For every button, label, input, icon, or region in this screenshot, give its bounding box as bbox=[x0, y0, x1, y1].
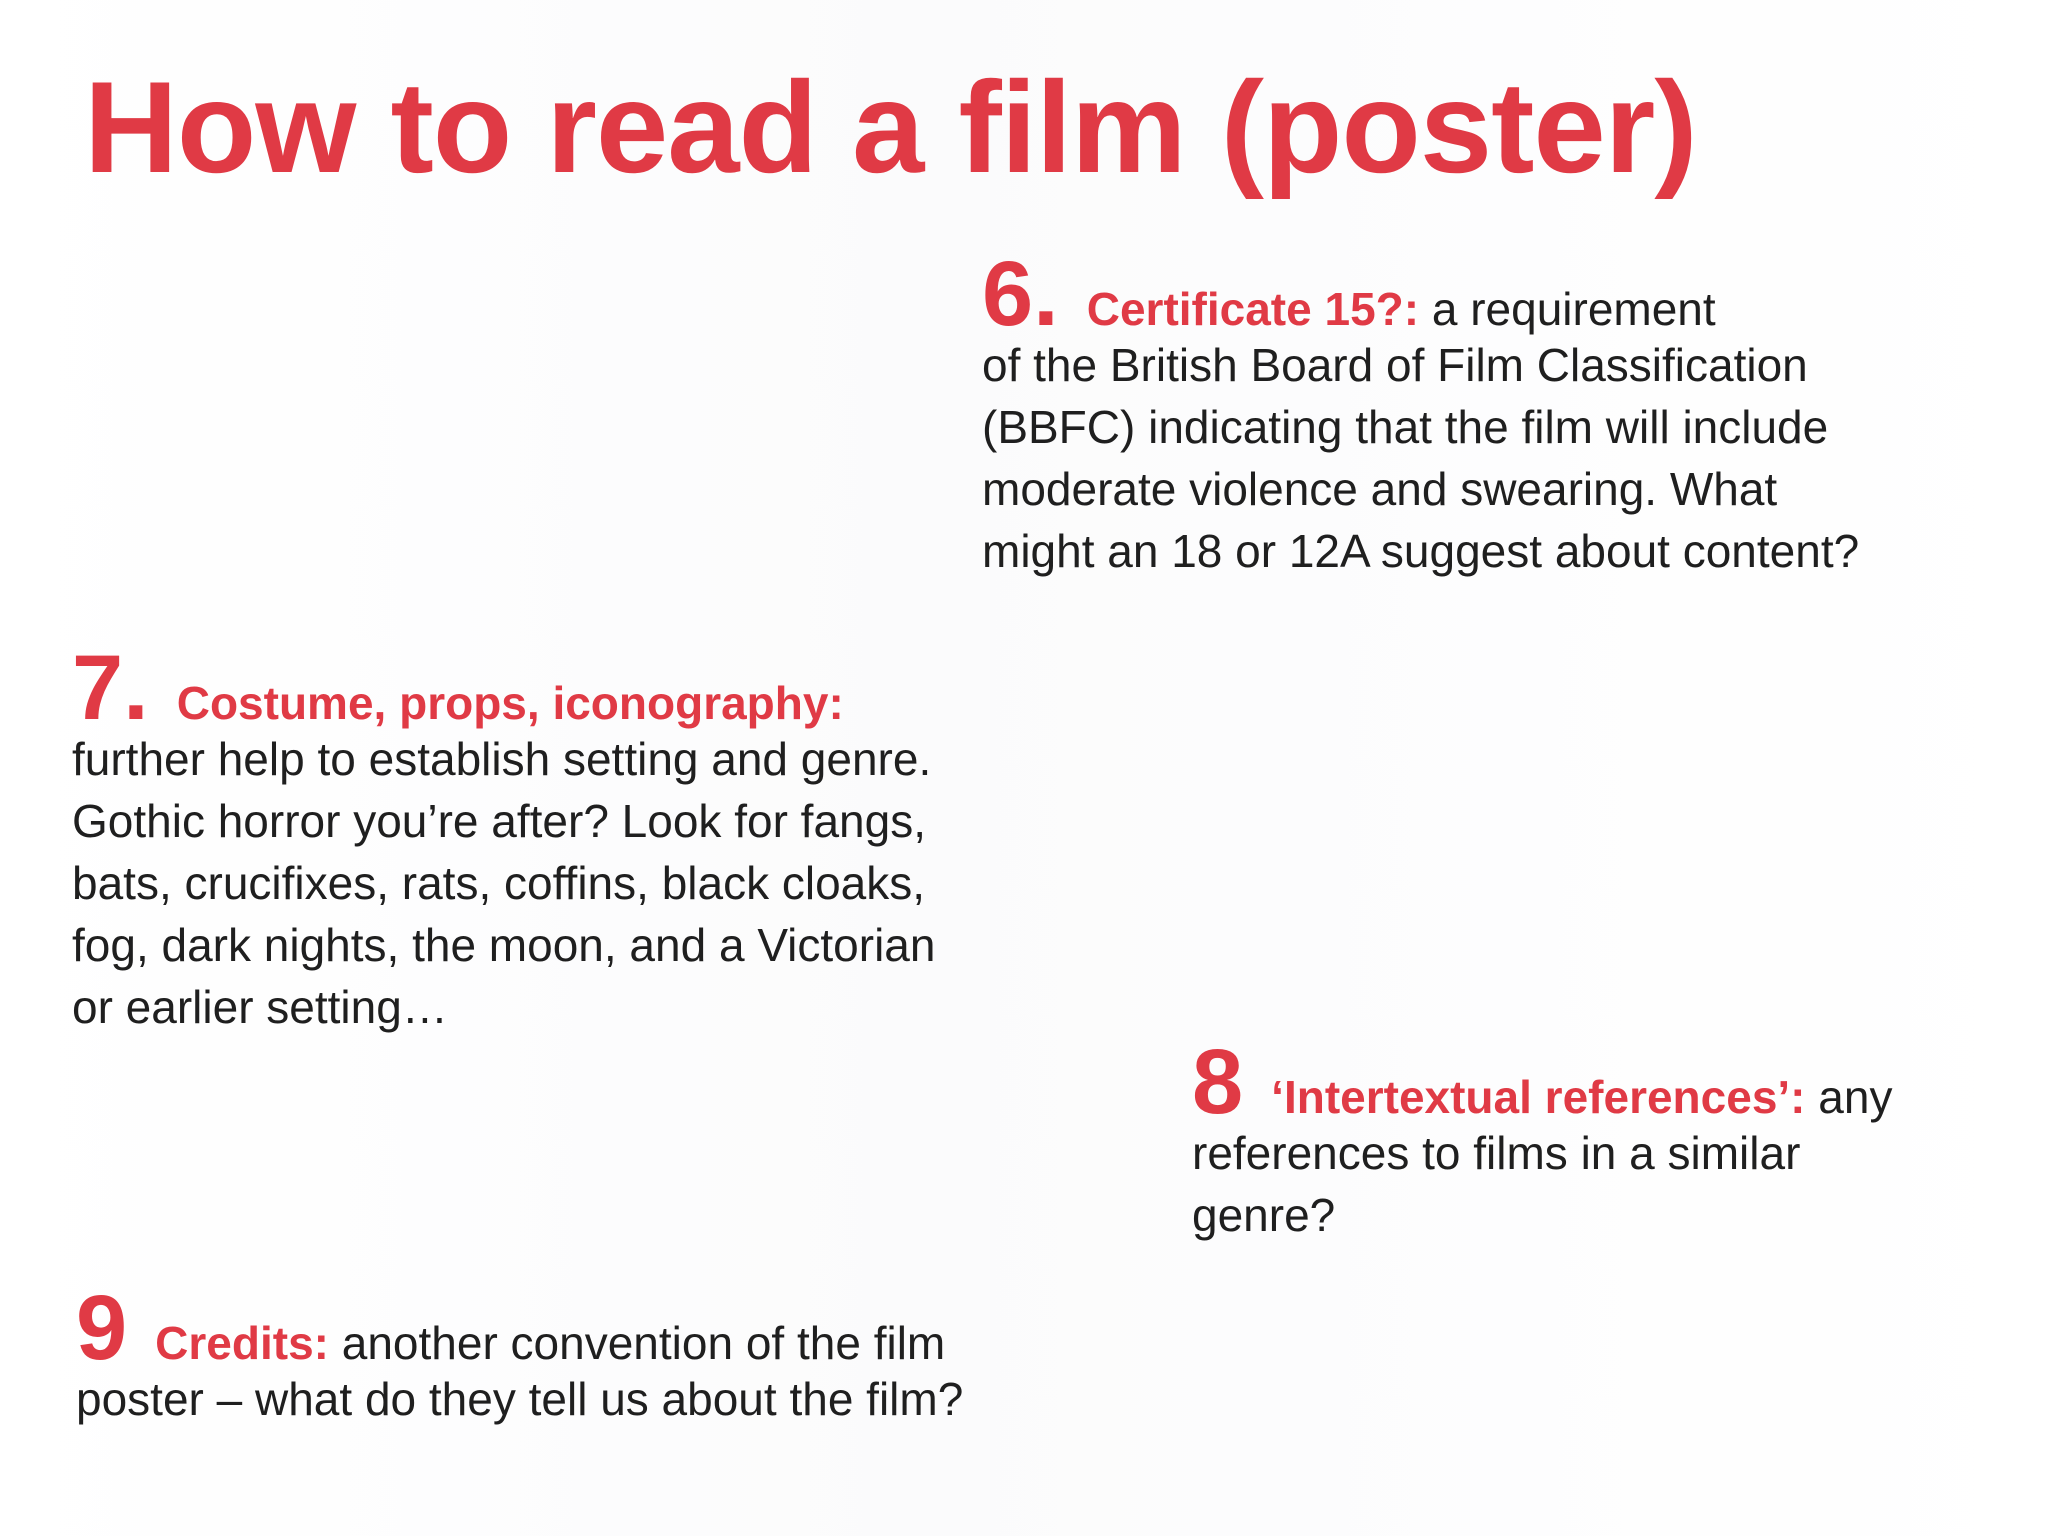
section-number: 8 bbox=[1192, 1031, 1244, 1133]
section-heading: Credits: bbox=[155, 1317, 329, 1369]
section-text-line: references to films in a similar bbox=[1192, 1127, 1801, 1179]
section-first-line-text: another convention of the film bbox=[328, 1317, 946, 1369]
section-heading-line bbox=[72, 637, 935, 739]
section-heading-line bbox=[982, 243, 1859, 345]
section-heading: Certificate 15?: bbox=[1086, 283, 1420, 335]
section-certificate bbox=[982, 243, 1860, 582]
section-text-line: further help to establish setting and genre. bbox=[72, 733, 932, 785]
section-heading-line bbox=[1192, 1031, 1893, 1133]
section-credits bbox=[76, 1277, 964, 1430]
section-text-line: fog, dark nights, the moon, and a Victorian bbox=[72, 919, 936, 971]
section-text-line: (BBFC) indicating that the film will include bbox=[982, 401, 1829, 453]
section-first-line-text: any bbox=[1805, 1071, 1893, 1123]
section-text-line: moderate violence and swearing. What bbox=[982, 463, 1778, 515]
section-first-line-text: a requirement bbox=[1419, 283, 1716, 335]
section-text-line: of the British Board of Film Classification bbox=[982, 339, 1808, 391]
section-heading: ‘Intertextual references’: bbox=[1271, 1071, 1806, 1123]
section-number: 7. bbox=[72, 637, 149, 739]
section-text-line: genre? bbox=[1192, 1189, 1336, 1241]
page-title: How to read a film (poster) bbox=[84, 54, 1697, 200]
section-text-line: Gothic horror you’re after? Look for fangs, bbox=[72, 795, 926, 847]
section-text-line: poster – what do they tell us about the film? bbox=[76, 1373, 964, 1425]
section-heading: Costume, props, iconography: bbox=[176, 677, 844, 729]
section-text-line: or earlier setting… bbox=[72, 981, 448, 1033]
section-heading-line bbox=[76, 1277, 963, 1379]
section-number: 9 bbox=[76, 1277, 128, 1379]
section-text-line: bats, crucifixes, rats, coffins, black cloaks, bbox=[72, 857, 926, 909]
section-number: 6. bbox=[982, 243, 1059, 345]
section-text-line: might an 18 or 12A suggest about content? bbox=[982, 525, 1860, 577]
section-intertextual-references bbox=[1192, 1031, 1893, 1246]
section-costume-props bbox=[72, 637, 936, 1038]
